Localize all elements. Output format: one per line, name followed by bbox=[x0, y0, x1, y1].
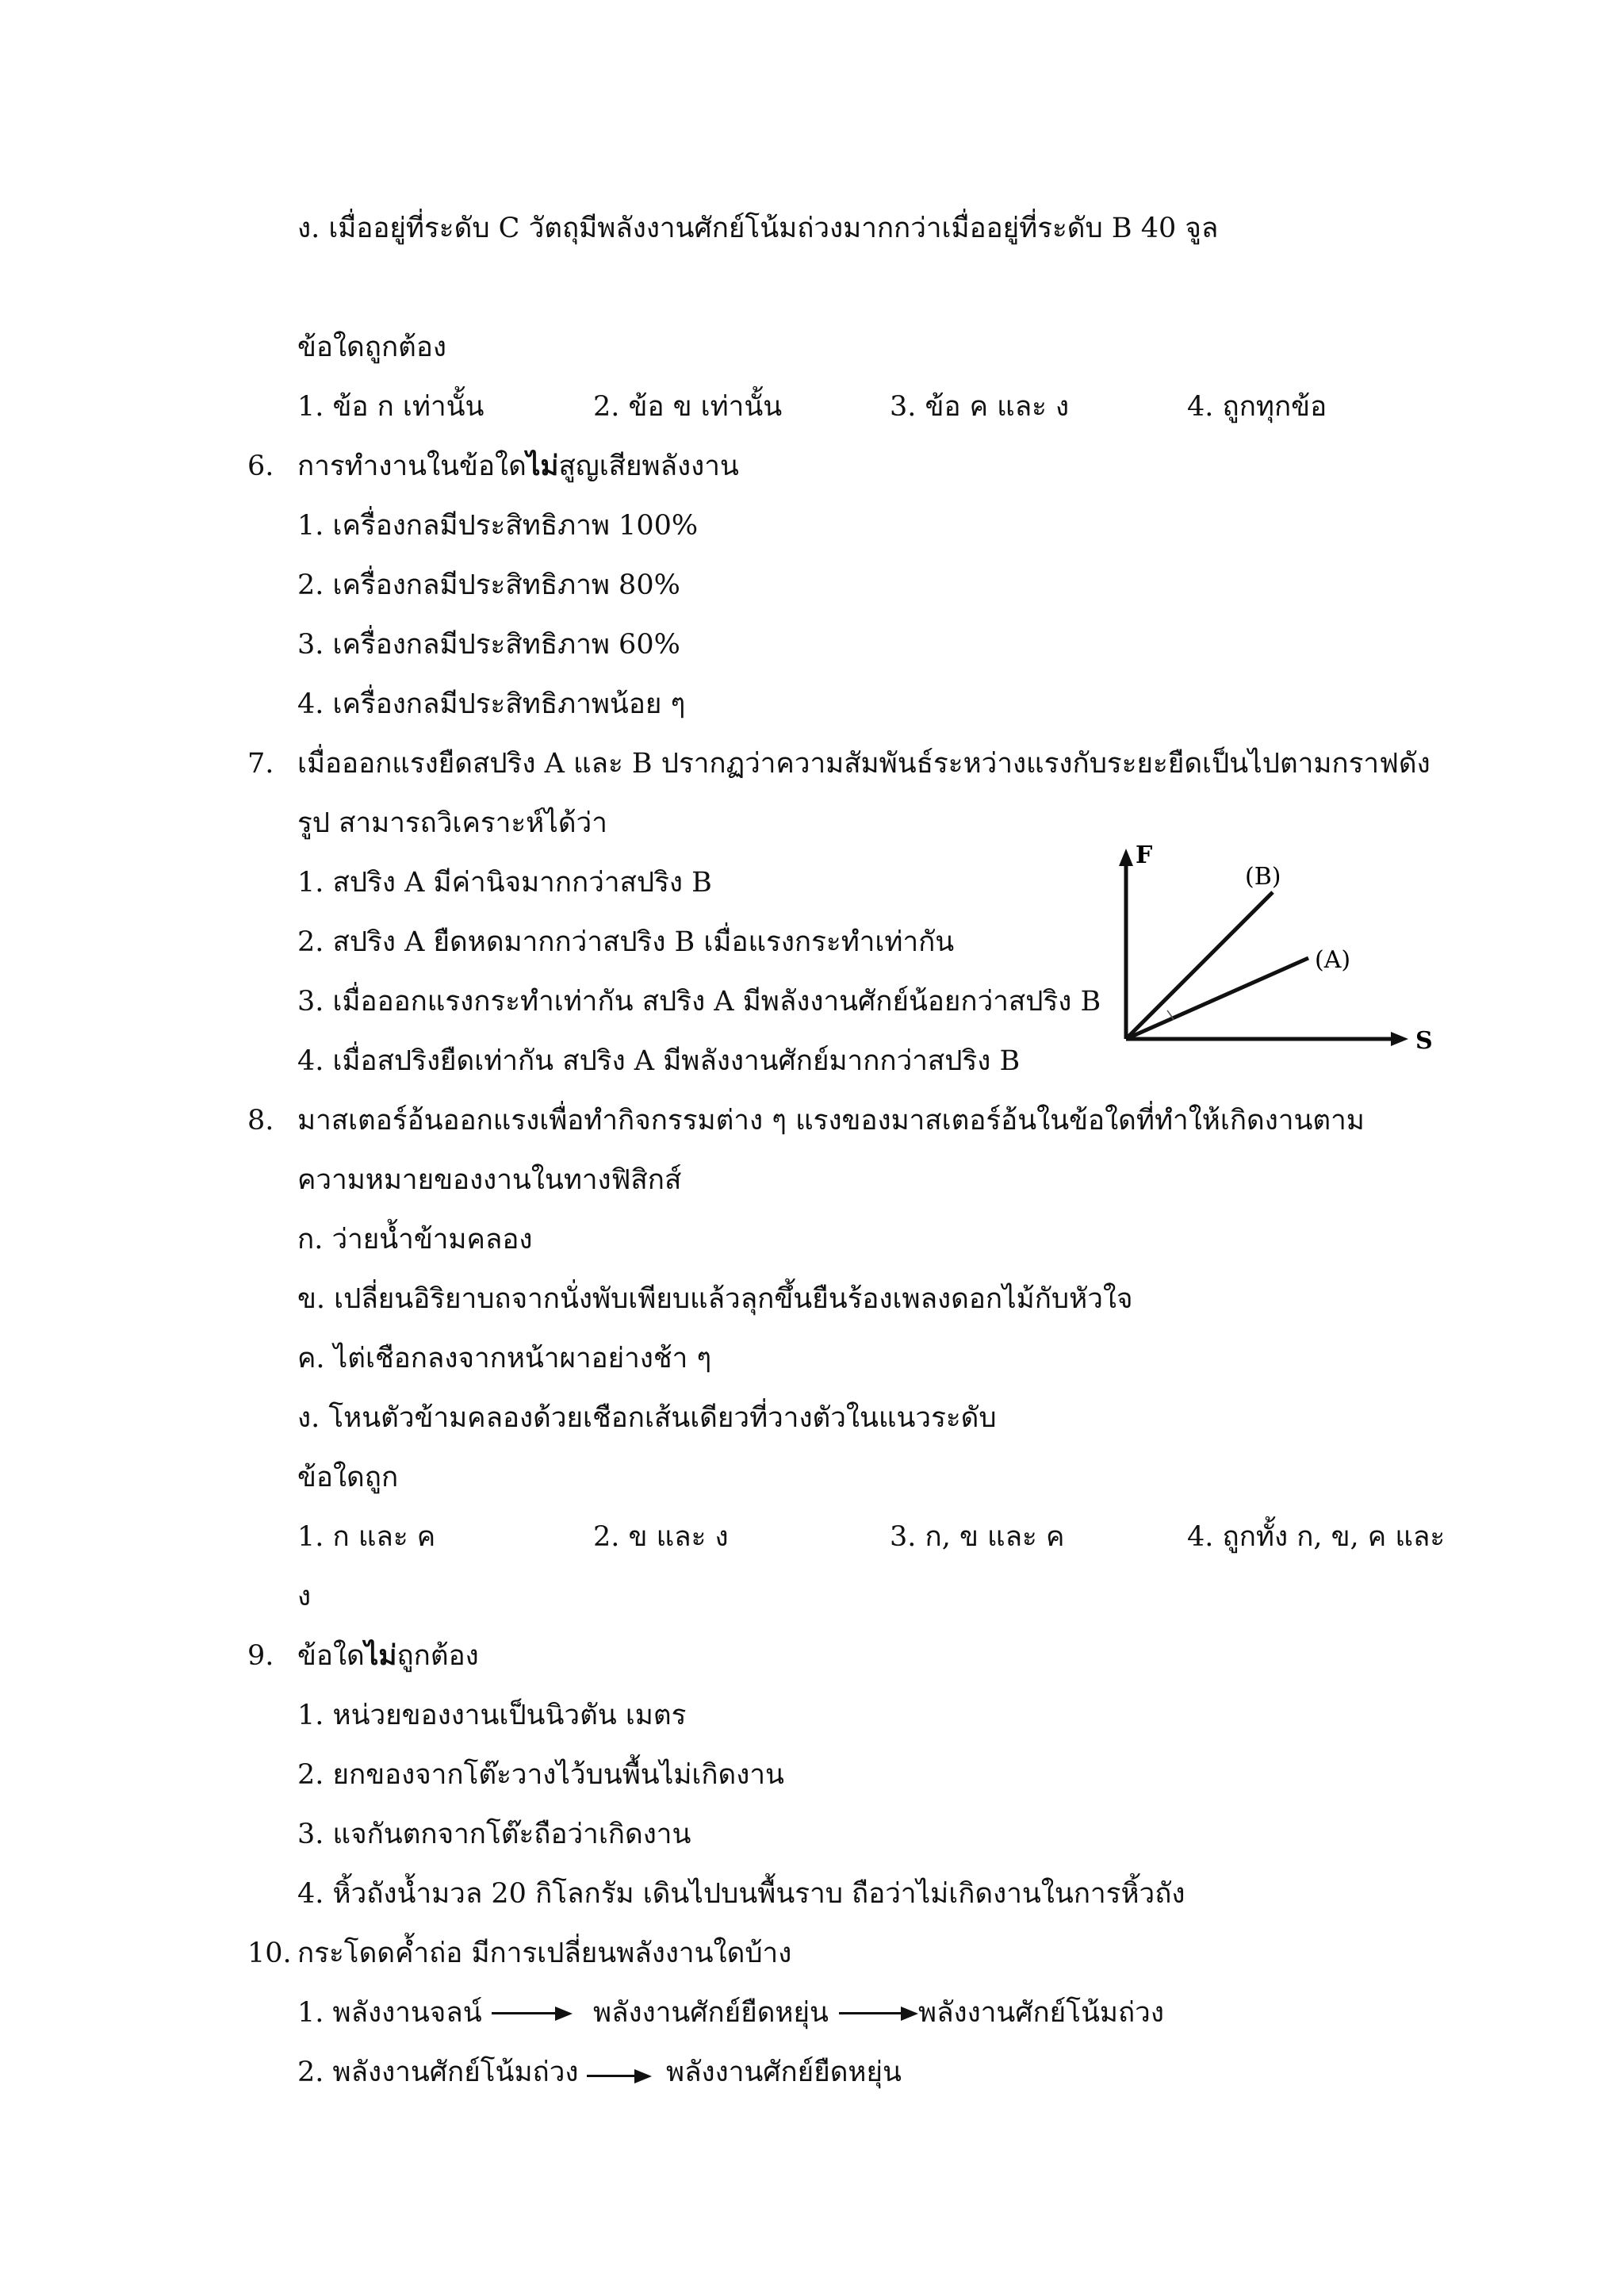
arrow-right-icon bbox=[634, 2069, 652, 2083]
graph-x-label: S bbox=[1415, 1027, 1433, 1055]
q6-option-4: 4. เครื่องกลมีประสิทธิภาพน้อย ๆ bbox=[297, 688, 686, 720]
q8-choice-1: 1. ก และ ค bbox=[297, 1521, 436, 1553]
stem-text: สูญเสียพลังงาน bbox=[558, 450, 739, 482]
x-axis-arrow bbox=[1391, 1032, 1408, 1046]
stem-text: ข้อใด bbox=[297, 1640, 365, 1672]
q8-item-kho: ข. เปลี่ยนอิริยาบถจากนั่งพับเพียบแล้วลุกขึ้นยืนร้องเพลงดอกไม้กับหัวใจ bbox=[297, 1283, 1133, 1315]
graph-y-label: F bbox=[1136, 841, 1153, 869]
choice-2: 2. ข้อ ข เท่านั้น bbox=[593, 391, 783, 423]
question-number-10: 10. bbox=[247, 1938, 292, 1969]
q10-option-2-start: 2. พลังงานศักย์โน้มถ่วง bbox=[297, 2056, 579, 2088]
arrow-right-icon bbox=[555, 2007, 573, 2021]
arrow-line bbox=[587, 2075, 636, 2077]
q10-option-1-start: 1. พลังงานจลน์ bbox=[297, 1997, 482, 2029]
stem-emphasis: ไม่ bbox=[526, 450, 559, 482]
choice-4: 4. ถูกทุกข้อ bbox=[1187, 391, 1327, 423]
choice-3: 3. ข้อ ค และ ง bbox=[890, 391, 1070, 423]
stem-text: การทำงานในข้อใด bbox=[297, 450, 527, 482]
question-prompt: ข้อใดถูกต้อง bbox=[297, 332, 446, 363]
question-number-6: 6. bbox=[247, 450, 274, 482]
question-7-stem-line2: รูป สามารถวิเคราะห์ได้ว่า bbox=[297, 807, 607, 839]
question-8-stem-line2: ความหมายของงานในทางฟิสิกส์ bbox=[297, 1164, 682, 1196]
q7-option-4: 4. เมื่อสปริงยืดเท่ากัน สปริง A มีพลังงานศักย์มากกว่าสปริง B bbox=[297, 1045, 1021, 1077]
q8-choice-4: 4. ถูกทั้ง ก, ข, ค และ bbox=[1187, 1521, 1446, 1553]
q10-option-2-end: พลังงานศักย์ยืดหยุ่น bbox=[666, 2056, 902, 2088]
q6-option-1: 1. เครื่องกลมีประสิทธิภาพ 100% bbox=[297, 510, 699, 542]
question-number-7: 7. bbox=[247, 748, 274, 780]
q7-option-3: 3. เมื่อออกแรงกระทำเท่ากัน สปริง A มีพลังงานศักย์น้อยกว่าสปริง B bbox=[297, 986, 1101, 1018]
q8-choice-2: 2. ข และ ง bbox=[593, 1521, 729, 1553]
q8-prompt: ข้อใดถูก bbox=[297, 1462, 399, 1493]
q9-option-1: 1. หน่วยของงานเป็นนิวตัน เมตร bbox=[297, 1700, 687, 1731]
q8-item-ko: ก. ว่ายน้ำข้ามคลอง bbox=[297, 1224, 533, 1255]
q9-option-2: 2. ยกของจากโต๊ะวางไว้บนพื้นไม่เกิดงาน bbox=[297, 1759, 784, 1791]
q6-option-3: 3. เครื่องกลมีประสิทธิภาพ 60% bbox=[297, 629, 680, 661]
q8-item-kho-khwai: ค. ไต่เชือกลงจากหน้าผาอย่างช้า ๆ bbox=[297, 1343, 712, 1374]
q7-option-2: 2. สปริง A ยืดหดมากกว่าสปริง B เมื่อแรงกระทำเท่ากัน bbox=[297, 926, 955, 958]
stem-emphasis: ไม่ bbox=[364, 1639, 397, 1672]
question-number-9: 9. bbox=[247, 1640, 274, 1672]
q10-option-1-end: พลังงานศักย์โน้มถ่วง bbox=[918, 1997, 1164, 2029]
q9-option-4: 4. หิ้วถังน้ำมวล 20 กิโลกรัม เดินไปบนพื้นราบ ถือว่าไม่เกิดงานในการหิ้วถัง bbox=[297, 1878, 1185, 1910]
choice-1: 1. ข้อ ก เท่านั้น bbox=[297, 391, 485, 423]
y-axis-arrow bbox=[1119, 849, 1133, 866]
q7-option-1: 1. สปริง A มีค่านิจมากกว่าสปริง B bbox=[297, 867, 712, 899]
arrow-right-icon bbox=[901, 2007, 918, 2021]
question-10-stem: กระโดดค้ำถ่อ มีการเปลี่ยนพลังงานใดบ้าง bbox=[297, 1938, 792, 1969]
stem-text: ถูกต้อง bbox=[396, 1640, 479, 1672]
line-a bbox=[1126, 958, 1308, 1039]
question-8-stem-line1: มาสเตอร์อ้นออกแรงเพื่อทำกิจกรรมต่าง ๆ แรงของมาสเตอร์อ้นในข้อใดที่ทำให้เกิดงานตาม bbox=[297, 1105, 1365, 1137]
question-number-8: 8. bbox=[247, 1105, 274, 1137]
line-b bbox=[1126, 892, 1273, 1039]
q6-option-2: 2. เครื่องกลมีประสิทธิภาพ 80% bbox=[297, 569, 680, 601]
spring-force-graph bbox=[1094, 841, 1475, 1063]
question-6-stem bbox=[297, 448, 739, 485]
graph-label-b: (B) bbox=[1245, 863, 1281, 891]
q9-option-3: 3. แจกันตกจากโต๊ะถือว่าเกิดงาน bbox=[297, 1819, 691, 1850]
question-9-stem bbox=[297, 1638, 479, 1674]
q10-option-1-mid: พลังงานศักย์ยืดหยุ่น bbox=[593, 1997, 829, 2029]
graph-label-a: (A) bbox=[1315, 946, 1351, 974]
question-7-stem-line1: เมื่อออกแรงยืดสปริง A และ B ปรากฏว่าความสัมพันธ์ระหว่างแรงกับระยะยืดเป็นไปตามกราฟดัง bbox=[297, 748, 1431, 780]
q8-item-ngo: ง. โหนตัวข้ามคลองด้วยเชือกเส้นเดียวที่วางตัวในแนวระดับ bbox=[297, 1402, 997, 1434]
arrow-line bbox=[492, 2012, 557, 2014]
arrow-line bbox=[839, 2012, 902, 2014]
option-d-text: ง. เมื่ออยู่ที่ระดับ C วัตถุมีพลังงานศักย์โน้มถ่วงมากกว่าเมื่ออยู่ที่ระดับ B 40 จูล bbox=[297, 213, 1219, 244]
q8-choice-4-wrap: ง bbox=[297, 1581, 312, 1612]
q8-choice-3: 3. ก, ข และ ค bbox=[890, 1521, 1065, 1553]
